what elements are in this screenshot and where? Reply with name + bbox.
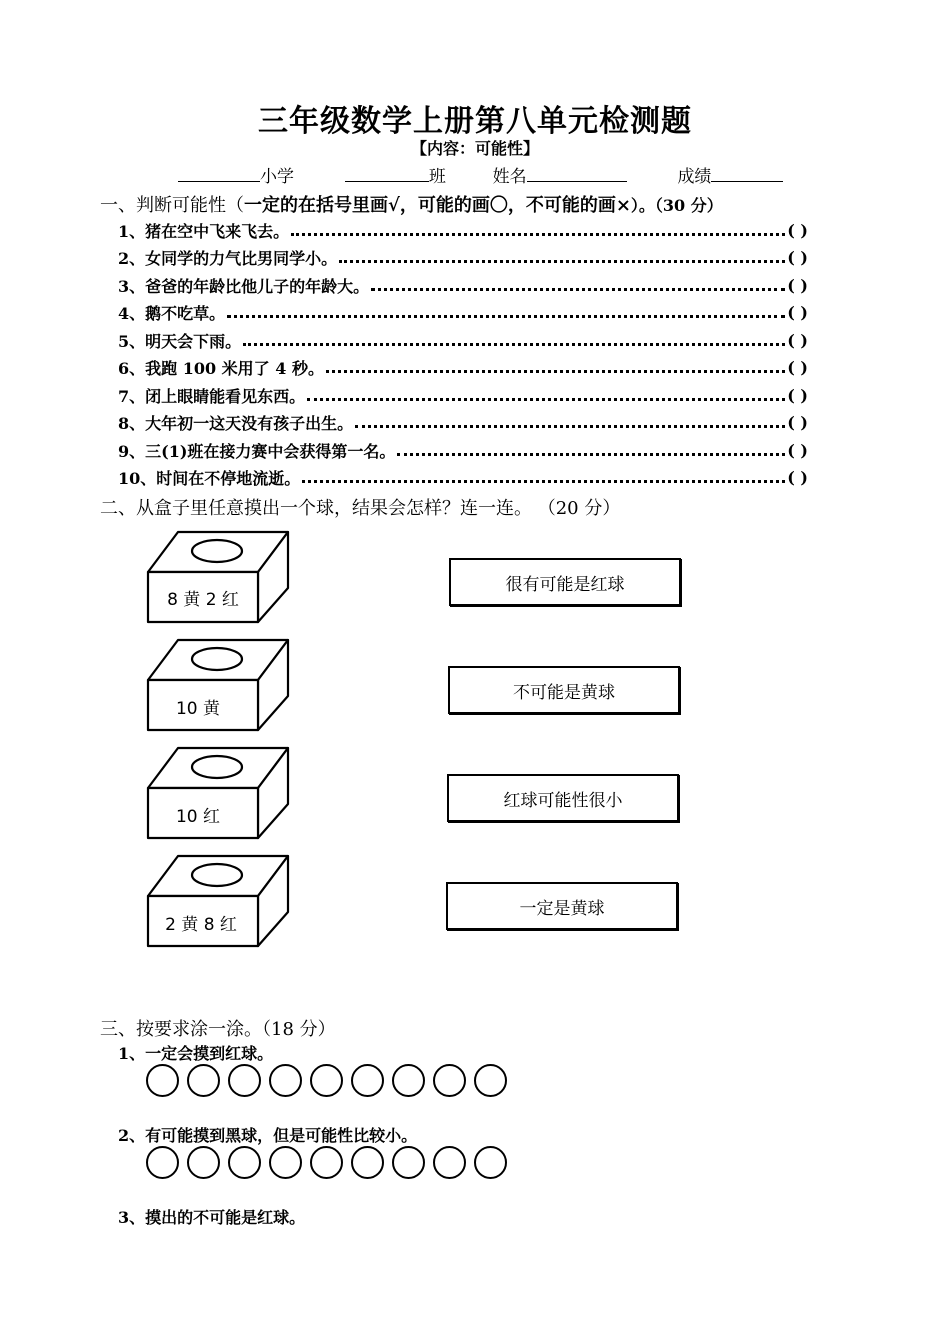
dot-leader (243, 339, 785, 346)
box-label: 2 黄 8 红 (165, 915, 237, 935)
score-blank[interactable] (711, 165, 783, 182)
color-task-1: 1、一定会摸到红球。 (118, 1044, 274, 1063)
ball-circle[interactable] (146, 1146, 179, 1179)
score-label: 成绩 (677, 167, 712, 187)
outcome-box-1[interactable]: 很有可能是红球 (449, 558, 681, 606)
judge-item-text: 2、女同学的力气比男同学小。 (118, 249, 338, 268)
class-label: 班 (428, 167, 446, 187)
box-opening (192, 756, 242, 778)
box-opening (192, 648, 242, 670)
school-label: 小学 (260, 167, 294, 187)
outcome-box-3[interactable]: 红球可能性很小 (447, 774, 679, 822)
judge-item-2 (118, 246, 808, 269)
box-opening (192, 864, 242, 886)
dot-leader (227, 311, 785, 318)
judge-item-text: 10、时间在不停地流逝。 (118, 469, 301, 488)
box-label: 8 黄 2 红 (167, 590, 239, 610)
dot-leader (326, 366, 785, 373)
ball-circle[interactable] (228, 1064, 261, 1097)
class-blank[interactable] (345, 165, 429, 182)
ball-circle[interactable] (433, 1064, 466, 1097)
ball-circle[interactable] (146, 1064, 179, 1097)
section2-heading: 二、从盒子里任意摸出一个球，结果会怎样？连一连。 （20 分） (100, 498, 621, 519)
answer-paren[interactable]: ( ) (787, 358, 808, 377)
ball-circle[interactable] (474, 1064, 507, 1097)
section1-heading (100, 191, 723, 217)
page-subtitle: 【内容：可能性】 (410, 139, 539, 158)
judge-item-text: 6、我跑 100 米用了 4 秒。 (118, 359, 324, 378)
ball-circle[interactable] (310, 1146, 343, 1179)
box-label: 10 黄 (175, 699, 221, 719)
name-blank[interactable] (527, 165, 627, 182)
ball-circle[interactable] (310, 1064, 343, 1097)
answer-paren[interactable]: ( ) (787, 221, 808, 240)
judge-item-text: 8、大年初一这天没有孩子出生。 (118, 414, 354, 433)
answer-paren[interactable]: ( ) (787, 413, 808, 432)
judge-item-7 (118, 384, 808, 407)
outcome-box-4[interactable]: 一定是黄球 (446, 882, 678, 930)
judge-item-9 (118, 439, 808, 462)
box-opening (192, 540, 242, 562)
ball-box-4[interactable] (148, 856, 288, 946)
outcome-box-2[interactable]: 不可能是黄球 (448, 666, 680, 714)
ball-circle[interactable] (187, 1064, 220, 1097)
judge-item-1 (118, 219, 808, 242)
student-info-line (178, 162, 783, 187)
judge-item-text: 1、猪在空中飞来飞去。 (118, 222, 290, 241)
dot-leader (355, 421, 785, 428)
section1-heading-prefix: 一、判断可能性（ (100, 195, 244, 216)
answer-paren[interactable]: ( ) (787, 386, 808, 405)
school-blank[interactable] (178, 165, 260, 182)
ball-circle[interactable] (392, 1064, 425, 1097)
judge-item-text: 4、鹅不吃草。 (118, 304, 226, 323)
judge-item-4 (118, 301, 808, 324)
ball-box-1[interactable] (148, 532, 288, 622)
ball-circle[interactable] (433, 1146, 466, 1179)
color-task-2: 2、有可能摸到黑球，但是可能性比较小。 (118, 1126, 418, 1145)
dot-leader (339, 256, 785, 263)
answer-paren[interactable]: ( ) (787, 248, 808, 267)
answer-paren[interactable]: ( ) (787, 303, 808, 322)
judge-item-8 (118, 411, 808, 434)
section1-heading-bold: 一定的在括号里画√，可能的画〇，不可能的画× (244, 195, 631, 216)
section3-heading: 三、按要求涂一涂。（18 分） (100, 1019, 336, 1040)
section1-heading-suffix: ）。（30 分） (630, 196, 723, 215)
judge-item-text: 5、明天会下雨。 (118, 332, 242, 351)
name-label: 姓名 (492, 167, 527, 187)
dot-leader (307, 394, 785, 401)
dot-leader (371, 284, 785, 291)
ball-circle[interactable] (351, 1064, 384, 1097)
box-label: 10 红 (175, 807, 221, 827)
dot-leader (302, 476, 785, 483)
ball-circle-row-1 (146, 1064, 507, 1097)
ball-box-2[interactable] (148, 640, 288, 730)
answer-paren[interactable]: ( ) (787, 441, 808, 460)
judge-item-6 (118, 356, 808, 379)
color-task-3: 3、摸出的不可能是红球。 (118, 1208, 306, 1227)
judge-item-10 (118, 466, 808, 489)
judge-item-3 (118, 274, 808, 297)
answer-paren[interactable]: ( ) (787, 468, 808, 487)
ball-boxes-illustration (138, 524, 298, 954)
judge-item-text: 3、爸爸的年龄比他儿子的年龄大。 (118, 277, 370, 296)
ball-circle[interactable] (269, 1146, 302, 1179)
ball-circle-row-2 (146, 1146, 507, 1179)
ball-circle[interactable] (269, 1064, 302, 1097)
ball-box-3[interactable] (148, 748, 288, 838)
ball-circle[interactable] (474, 1146, 507, 1179)
ball-circle[interactable] (228, 1146, 261, 1179)
page-title: 三年级数学上册第八单元检测题 (258, 104, 692, 139)
judge-item-text: 9、三(1)班在接力赛中会获得第一名。 (118, 442, 396, 461)
dot-leader (397, 449, 785, 456)
ball-circle[interactable] (187, 1146, 220, 1179)
ball-circle[interactable] (392, 1146, 425, 1179)
judge-item-5 (118, 329, 808, 352)
judge-item-text: 7、闭上眼睛能看见东西。 (118, 387, 306, 406)
ball-circle[interactable] (351, 1146, 384, 1179)
answer-paren[interactable]: ( ) (787, 276, 808, 295)
dot-leader (291, 229, 785, 236)
answer-paren[interactable]: ( ) (787, 331, 808, 350)
